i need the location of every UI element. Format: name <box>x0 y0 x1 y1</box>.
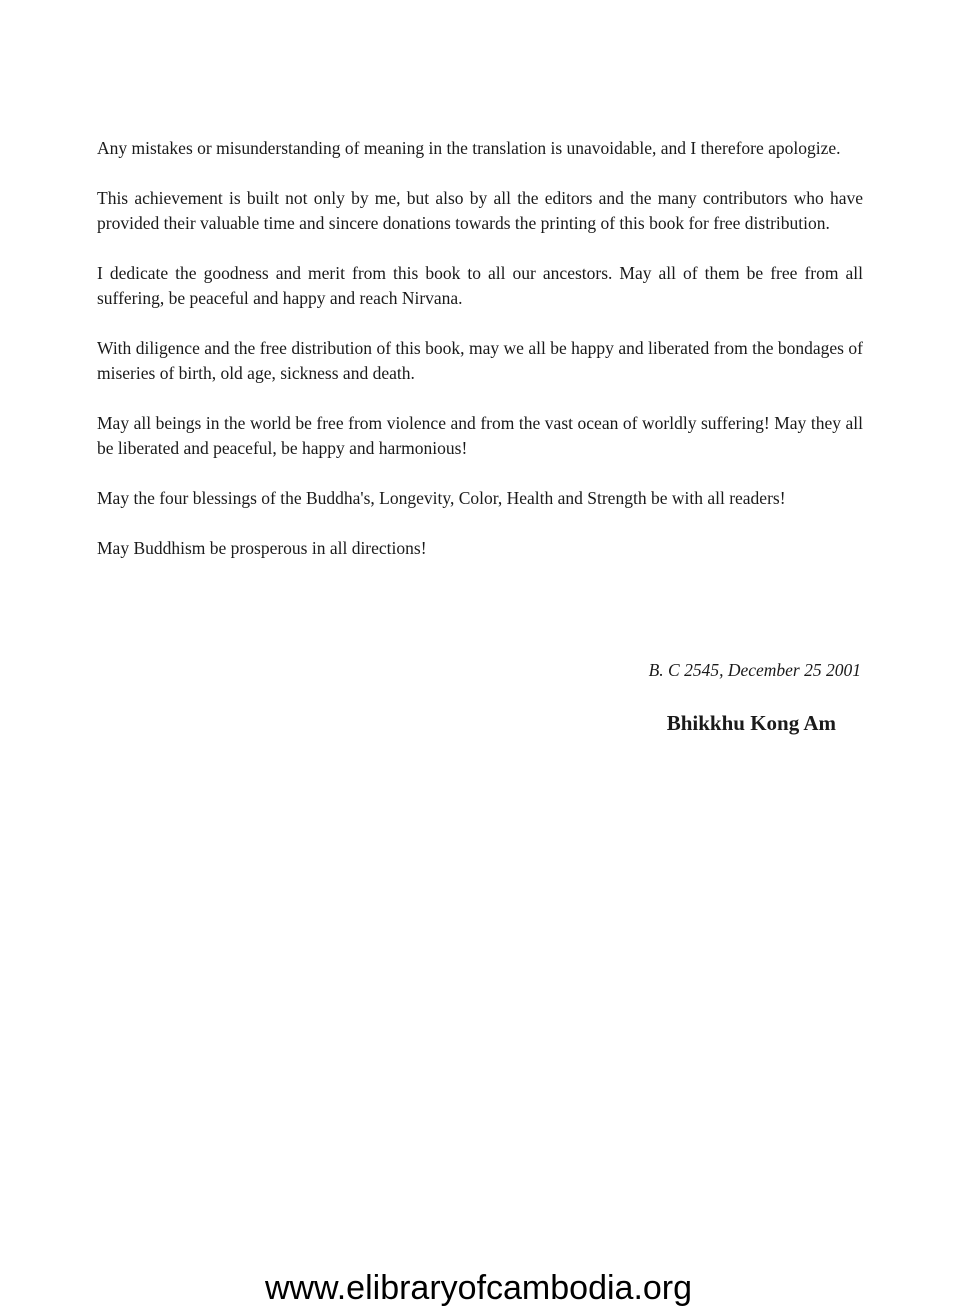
letter-date: B. C 2545, December 25 2001 <box>648 660 861 680</box>
author-signature: Bhikkhu Kong Am <box>666 711 836 735</box>
paragraph-liberation: With diligence and the free distribution of this book, may we all be happy and liberated from the bondages of miseries of birth, old age, sickness and death. <box>97 338 863 383</box>
paragraph-buddhism: May Buddhism be prosperous in all directions! <box>97 538 427 558</box>
paragraph-all-beings: May all beings in the world be free from violence and from the vast ocean of worldly suffering! May they all be liberated and peaceful, be happy and harmonious! <box>97 413 863 458</box>
paragraph-acknowledgement: This achievement is built not only by me, but also by all the editors and the many contributors who have provided their valuable time and sincere donations towards the printing of this book for free distribution. <box>97 188 863 233</box>
paragraph-dedication: I dedicate the goodness and merit from this book to all our ancestors. May all of them be free from all suffering, be peaceful and happy and reach Nirvana. <box>97 263 863 308</box>
letter-body <box>97 136 863 586</box>
paragraph-four-blessings: May the four blessings of the Buddha's, Longevity, Color, Health and Strength be with all readers! <box>97 488 786 508</box>
paragraph-apology: Any mistakes or misunderstanding of meaning in the translation is unavoidable, and I therefore apologize. <box>97 138 841 158</box>
footer-website-url[interactable]: www.elibraryofcambodia.org <box>264 1269 693 1307</box>
